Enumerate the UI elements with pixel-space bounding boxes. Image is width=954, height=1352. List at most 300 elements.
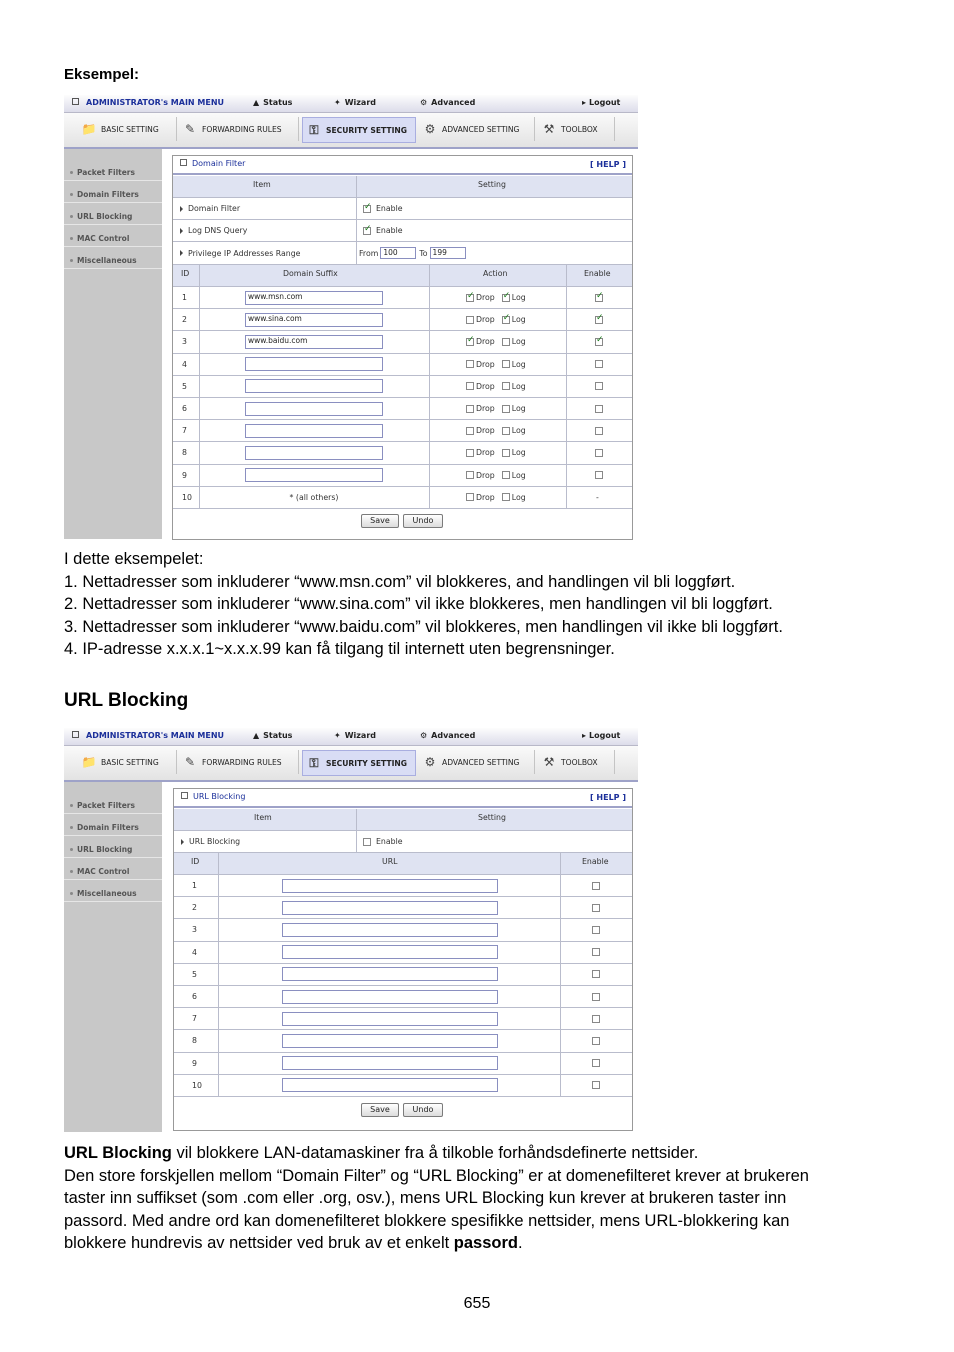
enable-label: Enable (376, 837, 403, 846)
table-row (173, 465, 632, 487)
url-input[interactable] (282, 923, 498, 937)
url-input[interactable] (282, 1034, 498, 1048)
url-blocking-label: URL Blocking (189, 837, 241, 846)
col-url: URL (382, 857, 398, 866)
row-id: 7 (192, 1014, 197, 1024)
log-label: Log (511, 470, 526, 480)
tab-security-setting[interactable] (302, 117, 416, 143)
drop-label: Drop (476, 404, 495, 414)
log-dns-setting-enable-checkbox[interactable] (363, 227, 371, 235)
arrow-right-icon: ▸ (582, 98, 587, 107)
url-input[interactable] (282, 879, 498, 893)
table-row (173, 487, 632, 509)
menu-square-icon (72, 731, 79, 738)
enable-checkbox[interactable] (595, 427, 603, 435)
drop-checkbox[interactable] (466, 382, 474, 390)
sidebar-item-packet-filters[interactable] (64, 794, 162, 814)
status-label: Status (263, 731, 293, 740)
enable-checkbox[interactable] (592, 904, 600, 912)
col-domain-suffix: Domain Suffix (283, 269, 338, 278)
explanation-line-1: 1. Nettadresser som inkluderer “www.msn.com” vil blokkeres, and handlingen vil bli loggført. (64, 572, 736, 591)
enable-checkbox[interactable] (595, 405, 603, 413)
bullet-icon (70, 259, 73, 262)
wizard-icon: ✦ (334, 98, 341, 107)
log-checkbox[interactable] (502, 493, 510, 501)
domain-suffix-input[interactable] (245, 446, 383, 460)
sidebar-item-domain-filters[interactable] (64, 183, 162, 203)
drop-label: Drop (476, 337, 495, 347)
privilege-ip-row (173, 242, 632, 265)
divider (356, 809, 357, 830)
sidebar-item-label: Miscellaneous (77, 889, 137, 898)
log-checkbox[interactable] (502, 294, 510, 302)
status-link[interactable] (253, 98, 292, 107)
status-label: Status (263, 98, 293, 107)
panel-title-bar (173, 156, 632, 175)
divider (560, 942, 561, 963)
undo-button[interactable]: Undo (403, 514, 443, 528)
enable-checkbox[interactable] (595, 471, 603, 479)
description-period: . (517, 1234, 523, 1253)
sidebar-item-mac-control[interactable] (64, 860, 162, 880)
advanced-icon: ⚙ (420, 98, 428, 107)
log-checkbox[interactable] (502, 360, 510, 368)
domain-suffix-input[interactable] (245, 379, 383, 393)
divider (566, 309, 567, 330)
logout-link[interactable] (582, 731, 620, 740)
drop-checkbox[interactable] (466, 471, 474, 479)
divider (560, 986, 561, 1007)
divider (429, 442, 430, 463)
privilege-ip-label: Privilege IP Addresses Range (188, 248, 301, 258)
divider (560, 853, 561, 874)
drop-checkbox[interactable] (466, 449, 474, 457)
toolbox-tab-icon: ⚒ (543, 755, 555, 769)
explanation-line-2: 2. Nettadresser som inkluderer “www.sina.com” vil ikke blokkeres, men handlingen vil bli loggført. (64, 595, 773, 614)
help-link[interactable]: [ HELP ] (589, 793, 626, 802)
url-input[interactable] (282, 990, 498, 1004)
log-label: Log (511, 448, 526, 458)
url-input[interactable] (282, 1012, 498, 1026)
enable-label: Enable (376, 226, 403, 235)
enable-checkbox[interactable] (592, 948, 600, 956)
all-others-label: * (all others) (289, 492, 339, 502)
wizard-icon: ✦ (334, 731, 341, 740)
divider (566, 465, 567, 486)
logout-label: Logout (589, 731, 621, 740)
logout-link[interactable] (582, 98, 620, 107)
panel-square-icon (180, 159, 187, 166)
page-number: 655 (463, 1295, 491, 1312)
log-checkbox[interactable] (502, 338, 510, 346)
enable-checkbox[interactable] (595, 382, 603, 390)
divider (218, 897, 219, 918)
log-label: Log (511, 381, 526, 391)
log-label: Log (511, 359, 526, 369)
table-row (173, 420, 632, 442)
triangle-bullet-icon (181, 839, 184, 845)
description-line-2: Den store forskjellen mellom “Domain Filter” og “URL Blocking” er at domenefilteret krever at brukeren (64, 1166, 809, 1185)
enable-checkbox[interactable] (592, 993, 600, 1001)
table-row (174, 919, 632, 941)
main-tab-strip (64, 746, 638, 782)
tab-forwarding-setting[interactable] (179, 750, 299, 774)
col-setting: Setting (478, 180, 506, 189)
tab-security-setting[interactable] (302, 750, 416, 776)
wizard-link[interactable] (334, 731, 376, 740)
domain-filter-setting-row (173, 198, 632, 220)
drop-label: Drop (476, 492, 495, 502)
table-row (173, 354, 632, 376)
log-checkbox[interactable] (502, 427, 510, 435)
explanation-block (64, 548, 924, 661)
sidebar-item-label: Domain Filters (77, 823, 139, 832)
admin-main-menu-label: ADMINISTRATOR's MAIN MENU (86, 731, 225, 740)
eksempel-label: Eksempel: (64, 66, 140, 83)
item-setting-header (173, 176, 632, 198)
sidebar (64, 149, 162, 539)
log-checkbox[interactable] (502, 471, 510, 479)
advanced-icon: ⚙ (420, 731, 428, 740)
divider (199, 265, 200, 286)
save-button[interactable]: Save (361, 1103, 399, 1117)
log-checkbox[interactable] (502, 449, 510, 457)
description-line-5: blokkere hundrevis av nettsider ved bruk av et enkelt (64, 1234, 454, 1253)
forwarding-tab-icon: ✎ (184, 122, 196, 136)
divider (566, 265, 567, 286)
panel-square-icon (181, 792, 188, 799)
divider (218, 875, 219, 896)
panel-title-text: URL Blocking (193, 792, 246, 801)
url-blocking-enable-checkbox[interactable] (363, 838, 371, 846)
admin-main-menu-link[interactable] (72, 731, 224, 740)
enable-checkbox[interactable] (592, 882, 600, 890)
status-link[interactable] (253, 731, 292, 740)
panel-title (181, 792, 245, 801)
sidebar-item-label: URL Blocking (77, 212, 133, 221)
row-id: 4 (182, 359, 187, 369)
bullet-icon (70, 193, 73, 196)
sidebar-item-url-blocking[interactable] (64, 838, 162, 858)
undo-button[interactable]: Undo (403, 1103, 443, 1117)
row-id: 1 (192, 881, 197, 891)
enable-checkbox[interactable] (592, 1015, 600, 1023)
log-label: Log (511, 426, 526, 436)
divider (560, 1053, 561, 1074)
url-input[interactable] (282, 1078, 498, 1092)
url-blocking-setting-row (174, 831, 632, 853)
tab-basic-setting[interactable] (78, 750, 177, 774)
drop-checkbox[interactable] (466, 294, 474, 302)
url-input[interactable] (282, 945, 498, 959)
menu-square-icon (72, 98, 79, 105)
url-input[interactable] (282, 967, 498, 981)
divider (566, 331, 567, 352)
row-id: 7 (182, 426, 187, 436)
enable-dash: - (596, 492, 599, 502)
divider (199, 442, 200, 463)
divider (429, 287, 430, 308)
divider (560, 897, 561, 918)
row-id: 4 (192, 947, 197, 957)
tab-label: SECURITY SETTING (326, 125, 407, 135)
sidebar (64, 782, 162, 1132)
sidebar-item-mac-control[interactable] (64, 227, 162, 247)
drop-checkbox[interactable] (466, 338, 474, 346)
sidebar-item-miscellaneous[interactable] (64, 882, 162, 902)
tab-toolbox-setting[interactable] (538, 750, 615, 774)
domain-suffix-input[interactable] (245, 402, 383, 416)
status-icon: ▲ (253, 98, 260, 107)
table-row (174, 1008, 632, 1030)
row-id: 9 (192, 1058, 197, 1068)
divider (218, 853, 219, 874)
top-menu-bar (64, 95, 638, 113)
bullet-icon (70, 870, 73, 873)
divider (560, 1075, 561, 1096)
url-table-header (174, 853, 632, 875)
enable-checkbox[interactable] (595, 360, 603, 368)
log-checkbox[interactable] (502, 316, 510, 324)
domain-filter-setting-label: Domain Filter (188, 204, 241, 213)
divider (566, 487, 567, 508)
col-setting: Setting (478, 813, 506, 822)
tab-basic-setting[interactable] (78, 117, 177, 141)
drop-label: Drop (476, 315, 495, 325)
tab-label: FORWARDING RULES (202, 124, 282, 134)
tab-label: TOOLBOX (561, 124, 598, 134)
table-row (174, 964, 632, 986)
sidebar-item-label: Packet Filters (77, 801, 135, 810)
divider (560, 919, 561, 940)
drop-checkbox[interactable] (466, 427, 474, 435)
log-dns-setting-row (173, 220, 632, 242)
drop-checkbox[interactable] (466, 360, 474, 368)
divider (199, 465, 200, 486)
divider (199, 376, 200, 397)
admin-main-menu-link[interactable] (72, 98, 224, 107)
col-enable: Enable (582, 857, 609, 866)
main-tab-strip (64, 113, 638, 149)
table-row (174, 986, 632, 1008)
divider (429, 354, 430, 375)
domain-table-header (173, 265, 632, 287)
table-row (174, 942, 632, 964)
row-id: 9 (182, 470, 187, 480)
item-setting-header (174, 809, 632, 831)
help-link[interactable]: [ HELP ] (589, 160, 626, 169)
tab-label: TOOLBOX (561, 757, 598, 767)
save-button[interactable]: Save (361, 514, 399, 528)
advanced-link[interactable] (420, 731, 475, 740)
privilege-from-input[interactable]: 100 (380, 247, 416, 259)
to-label: To (419, 248, 428, 258)
divider (199, 331, 200, 352)
domain-filter-setting-enable-checkbox[interactable] (363, 205, 371, 213)
tab-label: FORWARDING RULES (202, 757, 282, 767)
row-id: 3 (182, 337, 187, 347)
divider (566, 354, 567, 375)
domain-suffix-input[interactable]: www.msn.com (245, 291, 383, 305)
tab-label: ADVANCED SETTING (442, 124, 520, 134)
advanced-label: Advanced (431, 98, 476, 107)
sidebar-item-miscellaneous[interactable] (64, 249, 162, 269)
log-checkbox[interactable] (502, 382, 510, 390)
domain-suffix-input[interactable] (245, 468, 383, 482)
explanation-line-3: 3. Nettadresser som inkluderer “www.baidu.com” vil blokkeres, men handlingen vil ikke bli loggført. (64, 617, 783, 636)
tab-advanced-setting[interactable] (419, 750, 535, 774)
explanation-intro: I dette eksempelet: (64, 550, 204, 568)
enable-checkbox[interactable] (595, 316, 603, 324)
divider (566, 442, 567, 463)
from-label: From (359, 248, 379, 258)
divider (199, 309, 200, 330)
col-action: Action (483, 269, 508, 278)
enable-checkbox[interactable] (595, 338, 603, 346)
table-row (173, 287, 632, 309)
log-label: Log (511, 337, 526, 347)
url-blocking-heading: URL Blocking (64, 690, 189, 711)
domain-suffix-input[interactable]: www.baidu.com (245, 335, 383, 349)
domain-filter-screenshot (64, 95, 638, 539)
row-id: 3 (192, 925, 197, 935)
table-row (173, 442, 632, 464)
security-tab-icon: ⚿ (309, 756, 319, 770)
sidebar-item-label: Domain Filters (77, 190, 139, 199)
tab-toolbox-setting[interactable] (538, 117, 615, 141)
domain-suffix-input[interactable] (245, 424, 383, 438)
row-id: 6 (192, 992, 197, 1002)
panel-title-bar (174, 789, 632, 808)
divider (429, 465, 430, 486)
bullet-icon (70, 848, 73, 851)
log-label: Log (511, 315, 526, 325)
drop-label: Drop (476, 426, 495, 436)
table-row (174, 1030, 632, 1052)
col-item: Item (254, 813, 272, 822)
row-id: 5 (192, 969, 197, 979)
panel-title-text: Domain Filter (192, 159, 246, 168)
divider (429, 420, 430, 441)
sidebar-item-label: Miscellaneous (77, 256, 137, 265)
divider (356, 242, 357, 264)
sidebar-item-packet-filters[interactable] (64, 161, 162, 181)
advanced-tab-icon: ⚙ (424, 755, 436, 769)
divider (560, 1030, 561, 1051)
row-id: 8 (182, 448, 187, 458)
divider (429, 331, 430, 352)
url-input[interactable] (282, 901, 498, 915)
advanced-label: Advanced (431, 731, 476, 740)
divider (566, 376, 567, 397)
enable-checkbox[interactable] (592, 1037, 600, 1045)
drop-label: Drop (476, 470, 495, 480)
domain-suffix-input[interactable]: www.sina.com (245, 313, 383, 327)
sidebar-item-url-blocking[interactable] (64, 205, 162, 225)
table-row (173, 376, 632, 398)
divider (218, 964, 219, 985)
description-bold-term: URL Blocking (64, 1144, 172, 1162)
url-blocking-panel (173, 788, 633, 1131)
explanation-line-4: 4. IP-adresse x.x.x.1~x.x.x.99 kan få tilgang til internett uten begrensninger. (64, 640, 615, 659)
toolbox-tab-icon: ⚒ (543, 122, 555, 136)
divider (199, 354, 200, 375)
tab-advanced-setting[interactable] (419, 117, 535, 141)
drop-checkbox[interactable] (466, 405, 474, 413)
privilege-to-input[interactable]: 199 (430, 247, 466, 259)
domain-suffix-input[interactable] (245, 357, 383, 371)
divider (429, 398, 430, 419)
tab-forwarding-setting[interactable] (179, 117, 299, 141)
divider (218, 1053, 219, 1074)
log-checkbox[interactable] (502, 405, 510, 413)
drop-label: Drop (476, 293, 495, 303)
enable-checkbox[interactable] (592, 1059, 600, 1067)
divider (218, 919, 219, 940)
enable-label: Enable (376, 204, 403, 213)
sidebar-item-label: MAC Control (77, 234, 130, 243)
row-id: 5 (182, 381, 187, 391)
divider (356, 220, 357, 241)
divider (218, 1008, 219, 1029)
tab-label: SECURITY SETTING (326, 758, 407, 768)
divider (429, 376, 430, 397)
description-line-1: vil blokkere LAN-datamaskiner fra å tilkoble forhåndsdefinerte nettsider. (171, 1144, 699, 1162)
drop-label: Drop (476, 448, 495, 458)
col-id: ID (191, 857, 200, 866)
top-menu-bar (64, 728, 638, 746)
advanced-link[interactable] (420, 98, 475, 107)
enable-checkbox[interactable] (592, 970, 600, 978)
panel-title (180, 159, 245, 168)
url-input[interactable] (282, 1056, 498, 1070)
row-id: 10 (182, 492, 192, 502)
drop-checkbox[interactable] (466, 493, 474, 501)
arrow-right-icon: ▸ (582, 731, 587, 740)
tab-label: ADVANCED SETTING (442, 757, 520, 767)
admin-main-menu-label: ADMINISTRATOR's MAIN MENU (86, 98, 225, 107)
sidebar-item-domain-filters[interactable] (64, 816, 162, 836)
log-dns-setting-label: Log DNS Query (188, 226, 248, 235)
basic-tab-icon: 📁 (81, 122, 97, 136)
divider (199, 420, 200, 441)
triangle-bullet-icon (180, 228, 183, 234)
divider (218, 1075, 219, 1096)
enable-checkbox[interactable] (592, 926, 600, 934)
enable-checkbox[interactable] (592, 1081, 600, 1089)
enable-checkbox[interactable] (595, 294, 603, 302)
tab-label: BASIC SETTING (101, 757, 159, 767)
logout-label: Logout (589, 98, 621, 107)
divider (560, 964, 561, 985)
description-line-3: taster inn suffikset (som .com eller .org, osv.), mens URL Blocking kun krever at brukeren taster inn (64, 1189, 787, 1208)
divider (560, 1008, 561, 1029)
bullet-icon (70, 171, 73, 174)
drop-checkbox[interactable] (466, 316, 474, 324)
wizard-label: Wizard (344, 98, 376, 107)
bullet-icon (70, 215, 73, 218)
security-tab-icon: ⚿ (309, 123, 319, 137)
table-row (174, 1075, 632, 1097)
wizard-label: Wizard (344, 731, 376, 740)
triangle-bullet-icon (180, 250, 183, 256)
description-line-4: passord. Med andre ord kan domenefilteret blokkere spesifikke nettsider, mens URL-blokkering kan (64, 1211, 790, 1230)
enable-checkbox[interactable] (595, 449, 603, 457)
divider (566, 287, 567, 308)
divider (356, 176, 357, 197)
table-row (174, 1053, 632, 1075)
wizard-link[interactable] (334, 98, 376, 107)
